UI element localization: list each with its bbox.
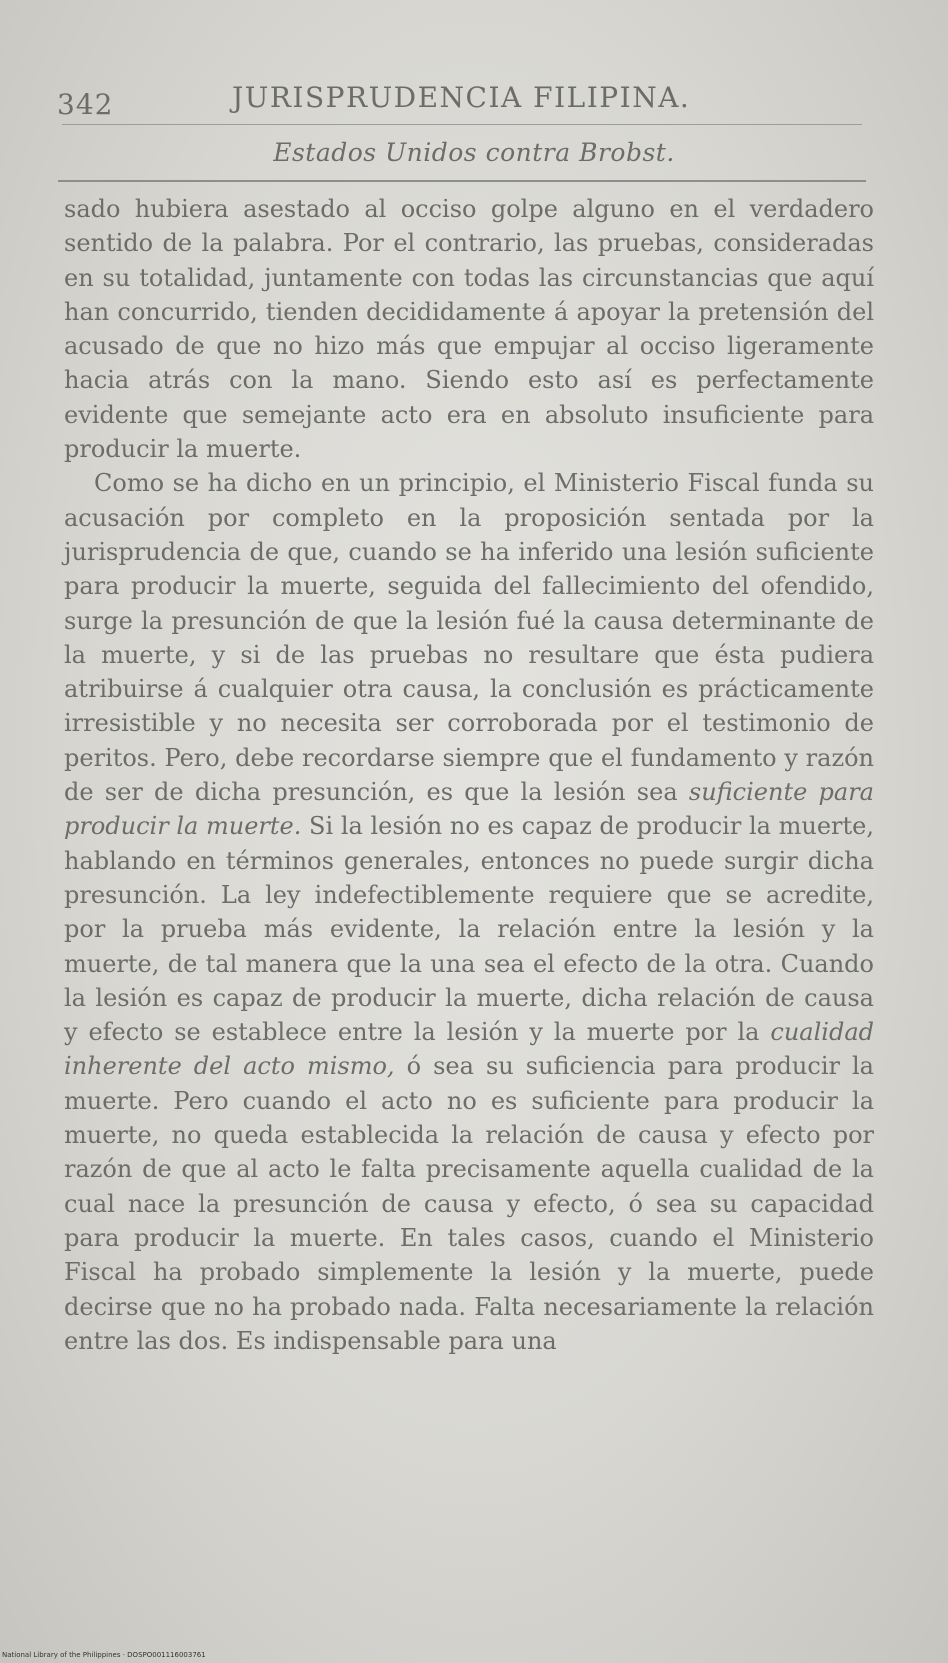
page-number: 342 — [57, 88, 114, 121]
paragraph-2-part-b: Si la lesión no es capaz de producir la muerte, hablando en términos generales, entonces no puede surgir dicha presunción. La ley indefectiblemente requiere que se acredite, por la prueba más evidente, la relación entre la lesión y la muerte, de tal manera que la una sea el efecto de la otra. Cuando la lesión es capaz de producir la muerte, dicha relación de causa y efecto se establece entre la lesión y la muerte por la — [64, 812, 874, 1047]
paragraph-2 — [64, 466, 874, 1358]
italic-emphasis-2: cualidad inherente del acto mismo, — [64, 1018, 874, 1081]
header-divider — [58, 180, 866, 182]
italic-emphasis-1: suficiente para producir la muerte. — [64, 778, 874, 841]
paragraph-2-part-a: Como se ha dicho en un principio, el Ministerio Fiscal funda su acusación por completo en la proposición sentada por la jurisprudencia de que, cuando se ha inferido una lesión suficiente para producir la muerte, seguida del fallecimiento del ofendido, surge la presunción de que la lesión fué la causa determinante de la muerte, y si de las pruebas no resultare que ésta pudiera atribuirse á cualquier otra causa, la conclusión es prácticamente irresistible y no necesita ser corroborada por el testimonio de peritos. Pero, debe recordarse siempre que el fundamento y razón de ser de dicha presunción, es que la lesión sea — [64, 469, 874, 807]
page-header — [0, 78, 948, 128]
scan-credit: National Library of the Philippines · DOSPO001116003761 — [2, 1651, 206, 1659]
header-rule — [62, 124, 862, 125]
body-text — [64, 192, 874, 1358]
running-title: JURISPRUDENCIA FILIPINA. — [232, 81, 691, 114]
paragraph-2-part-c: ó sea su suficiencia para producir la muerte. Pero cuando el acto no es suficiente para producir la muerte, no queda establecida la relación de causa y efecto por razón de que al acto le falta precisamente aquella cualidad de la cual nace la presunción de causa y efecto, ó sea su capacidad para producir la muerte. En tales casos, cuando el Ministerio Fiscal ha probado simplemente la lesión y la muerte, puede decirse que no ha probado nada. Falta necesariamente la relación entre las dos. Es indispensable para una — [64, 1052, 874, 1355]
case-title: Estados Unidos contra Brobst. — [273, 138, 675, 167]
paragraph-1: sado hubiera asestado al occiso golpe alguno en el verdadero sentido de la palabra. Por el contrario, las pruebas, consideradas en su totalidad, juntamente con todas las circunstancias que aquí han concurrido, tienden decididamente á apoyar la pretensión del acusado de que no hizo más que empujar al occiso ligeramente hacia atrás con la mano. Siendo esto así es perfectamente evidente que semejante acto era en absoluto insuficiente para producir la muerte. — [64, 195, 874, 464]
